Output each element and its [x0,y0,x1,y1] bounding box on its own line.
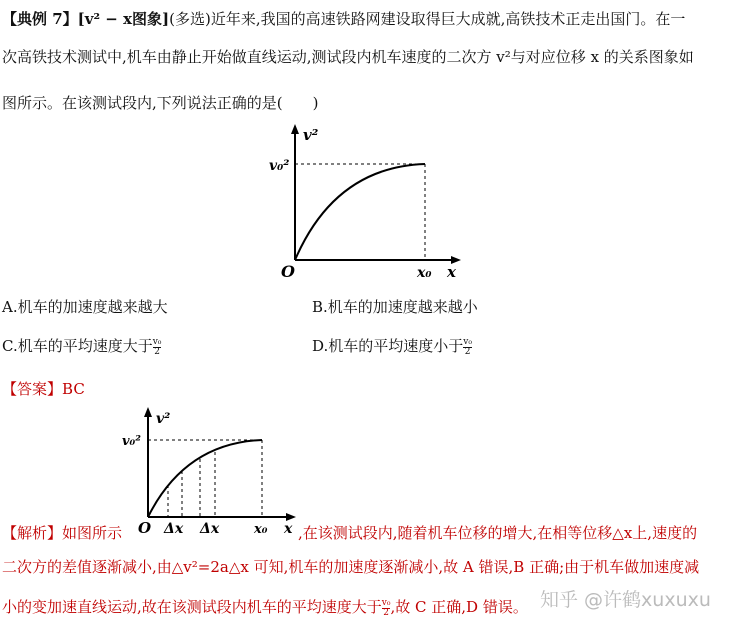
x-axis-label: x [447,263,456,281]
origin-label: O [281,262,295,281]
analysis-text-3a: 小的变加速直线运动,故在该测试段内机车的平均速度大于 [2,598,382,616]
fraction: $\frac{\text{v₀}}{2}$ [463,336,472,357]
analysis-text-3b: ,故 C 正确,D 错误。 [390,598,528,616]
answer [2,378,85,399]
option-c-text: C.机车的平均速度大于 [2,337,153,355]
analysis-line-1b: ,在该测试段内,随着机车位移的增大,在相等位移△x上,速度的 [298,524,698,542]
y-tick-label: v₀² [269,158,290,174]
origin-label: O [138,519,152,537]
y-axis-label: v² [303,126,319,144]
analysis-line-1 [2,522,122,543]
y-tick-label: v₀² [122,434,141,449]
y-axis-label: v² [156,411,171,427]
dx-label-1: Δx [164,521,184,537]
analysis-pre: 如图所示 [62,524,123,542]
option-d [312,335,472,357]
answer-label: 【答案】 [2,380,63,398]
option-b: B.机车的加速度越来越小 [312,298,478,316]
dx-label-2: Δx [200,521,220,537]
option-c [2,335,161,357]
watermark: 知乎 @许鹤xuxuxu [540,589,711,611]
x-axis-label: x [284,521,293,537]
fraction: $\frac{\text{v₀}}{2}$ [152,336,162,357]
graph-v2-x [265,122,465,282]
question-line-2: 次高铁技术测试中,机车由静止开始做直线运动,测试段内机车速度的二次方 v²与对应位移 x 的关系图象如 [2,48,694,66]
question-line-1 [2,8,685,29]
option-a: A.机车的加速度越来越大 [2,298,168,316]
x-tick-label: x₀ [417,265,432,281]
x-tick-label: x₀ [254,522,268,537]
question-label: 【典例 7】 [2,10,78,28]
analysis-line-2: 二次方的差值逐渐减小,由△v²=2a△x 可知,机车的加速度逐渐减小,故 A 错误,B 正确;由于机车做加速度减 [2,558,700,576]
analysis-line-3 [2,596,528,618]
option-d-text: D.机车的平均速度小于 [312,337,464,355]
question-line-3: 图所示。在该测试段内,下列说法正确的是( ) [2,94,319,112]
question-topic: [v² − x图象] [77,10,170,28]
answer-value: BC [62,380,85,398]
analysis-label: 【解析】 [2,524,63,542]
graph-analysis [120,405,300,540]
question-text-1: (多选)近年来,我国的高速铁路网建设取得巨大成就,高铁技术正走出国门。在一 [169,10,686,28]
fraction: $\frac{\text{v₀}}{2}$ [381,597,391,618]
